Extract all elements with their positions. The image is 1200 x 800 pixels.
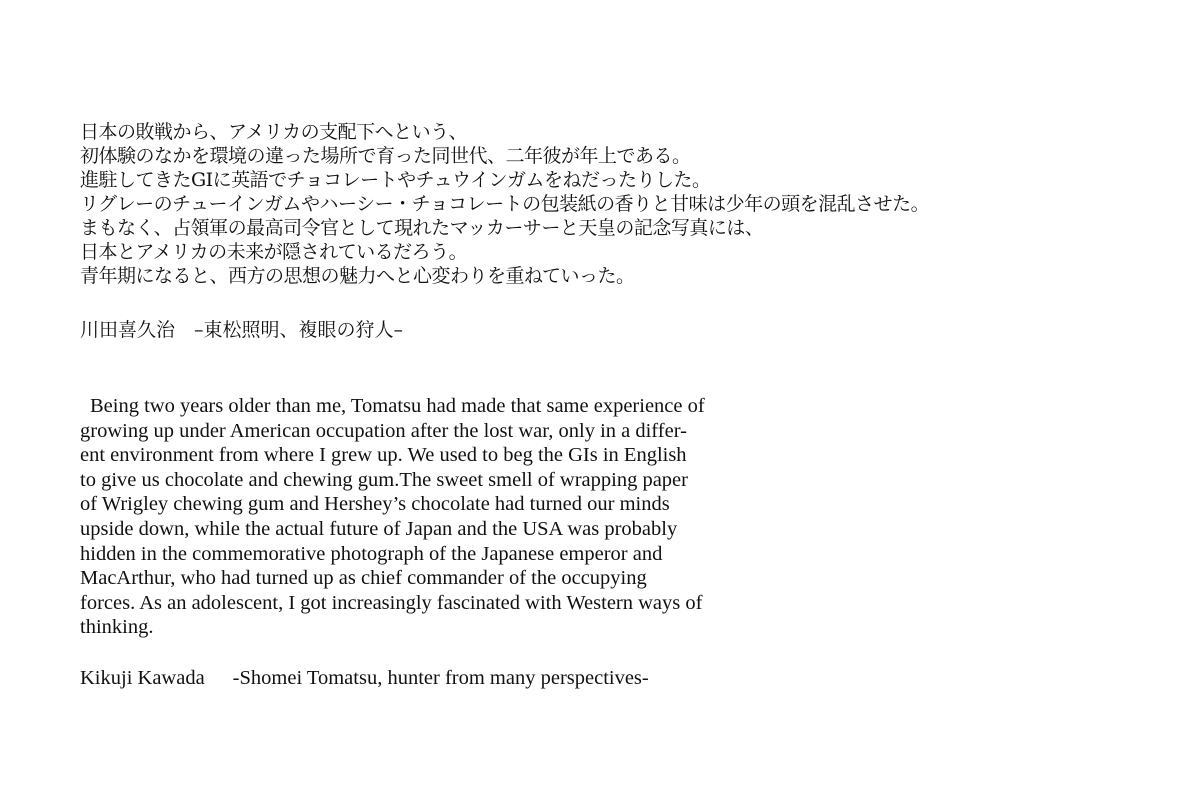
japanese-line: 日本とアメリカの未来が隠されているだろう。 xyxy=(80,241,468,263)
credit-work-title: -Shomei Tomatsu, hunter from many perspectives- xyxy=(232,667,649,689)
credit-author-name: Kikuji Kawada xyxy=(80,667,205,689)
japanese-line: 初体験のなかを環境の違った場所で育った同世代、二年彼が年上である。 xyxy=(80,145,691,167)
japanese-line: 進駐してきたGIに英語でチョコレートやチュウインガムをねだったりした。 xyxy=(80,169,711,191)
english-line: thinking. xyxy=(80,616,154,639)
english-credit xyxy=(80,666,649,691)
japanese-line: リグレーのチューインガムやハーシー・チョコレートの包装紙の香りと甘味は少年の頭を混乱させた。 xyxy=(80,193,930,215)
english-line: upside down, while the actual future of Japan and the USA was probably xyxy=(80,517,678,540)
japanese-line: 青年期になると、西方の思想の魅力へと心変わりを重ねていった。 xyxy=(80,265,635,287)
japanese-text-block xyxy=(80,120,1180,288)
english-text-block xyxy=(80,394,800,640)
english-line: of Wrigley chewing gum and Hershey’s chocolate had turned our minds xyxy=(80,493,670,516)
japanese-credit: 川田喜久治 –東松照明、複眼の狩人– xyxy=(80,319,404,341)
japanese-line: 日本の敗戦から、アメリカの支配下へという、 xyxy=(80,121,468,143)
english-line: hidden in the commemorative photograph of the Japanese emperor and xyxy=(80,542,663,565)
english-line: ent environment from where I grew up. We used to beg the GIs in English xyxy=(80,444,687,467)
english-line: MacArthur, who had turned up as chief commander of the occupying xyxy=(80,567,647,590)
english-line: forces. As an adolescent, I got increasingly fascinated with Western ways of xyxy=(80,591,703,614)
english-line: growing up under American occupation after the lost war, only in a differ- xyxy=(80,419,687,442)
english-line: Being two years older than me, Tomatsu had made that same experience of xyxy=(90,395,705,417)
japanese-line: まもなく、占領軍の最高司令官として現れたマッカーサーと天皇の記念写真には、 xyxy=(80,217,764,239)
english-line: to give us chocolate and chewing gum.The sweet smell of wrapping paper xyxy=(80,468,688,491)
